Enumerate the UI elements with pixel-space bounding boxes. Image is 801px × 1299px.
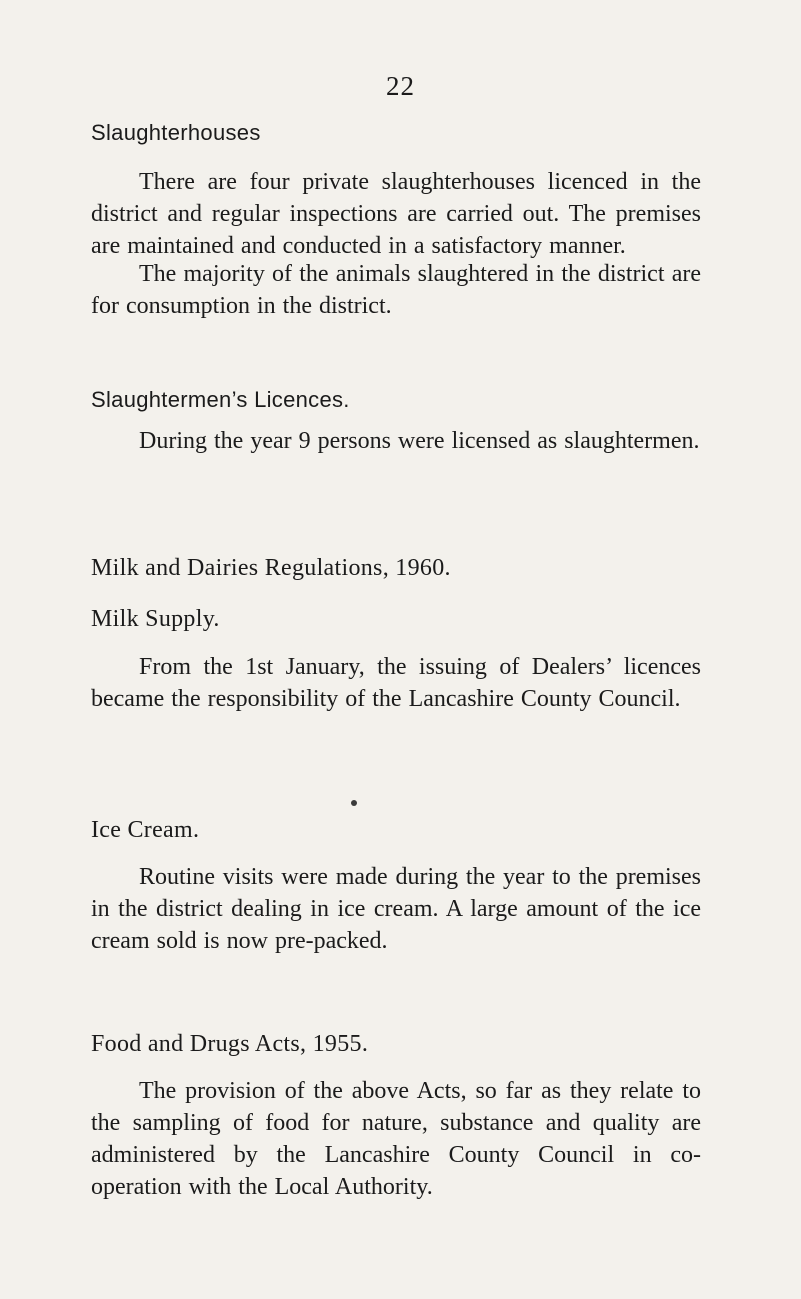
heading-milk-dairies: Milk and Dairies Regulations, 1960.: [91, 555, 451, 581]
paragraph-ice-cream: Routine visits were made during the year to the premises in the district dealing in ice cream. A large amount of the ice cream sold is now pre-packed.: [91, 864, 701, 954]
page-number: 22: [386, 71, 415, 101]
heading-food-drugs: Food and Drugs Acts, 1955.: [91, 1031, 369, 1057]
heading-slaughterhouses: Slaughterhouses: [91, 120, 261, 145]
paragraph-slaughtermen: During the year 9 persons were licensed as slaughtermen.: [139, 428, 700, 454]
ink-speck: [351, 800, 357, 806]
paragraph-food-drugs: The provision of the above Acts, so far as they relate to the sampling of food for nature, substance and quality are administered by the Lancashire County Council in co-operation with the Local Authority.: [91, 1078, 701, 1200]
subheading-milk-supply: Milk Supply.: [91, 606, 220, 632]
heading-ice-cream: Ice Cream.: [91, 817, 200, 843]
paragraph-slaughterhouses-2: The majority of the animals slaughtered in the district are for consumption in the district.: [91, 261, 701, 319]
heading-slaughtermen-licences: Slaughtermen’s Licences.: [91, 387, 350, 412]
paragraph-slaughterhouses-1: There are four private slaughterhouses licenced in the district and regular inspections are carried out. The premises are maintained and conducted in a satisfactory manner.: [91, 169, 701, 259]
paragraph-milk-supply: From the 1st January, the issuing of Dealers’ licences became the responsibility of the Lancashire County Council.: [91, 654, 701, 712]
